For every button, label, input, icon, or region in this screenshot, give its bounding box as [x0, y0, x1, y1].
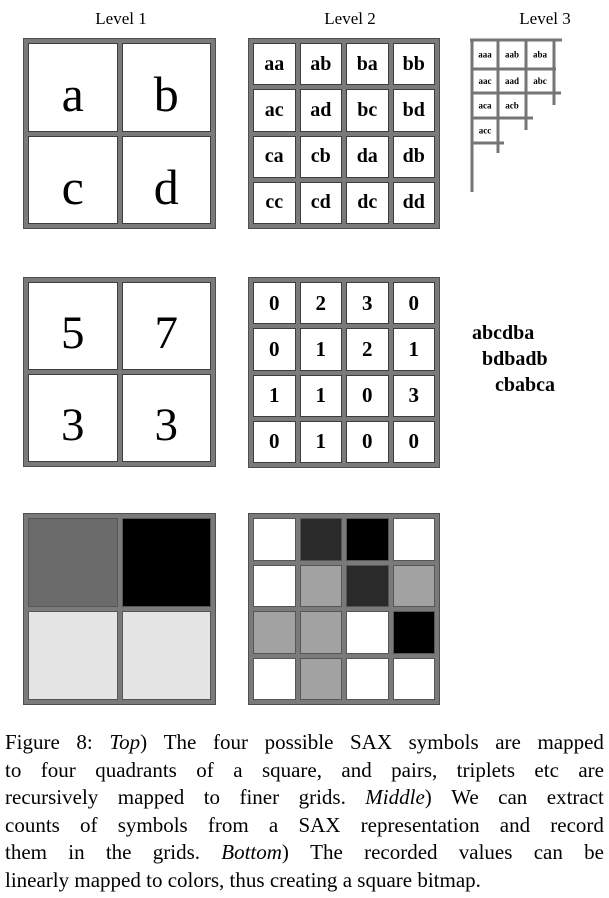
bitmap-cell: [253, 658, 296, 701]
cell-label: 2: [315, 290, 326, 315]
grid-cell: [393, 136, 436, 178]
grid-cell: [393, 89, 436, 131]
bitmap-cell: [346, 658, 389, 701]
caption-word: square,: [261, 757, 322, 782]
caption-word: can: [498, 785, 528, 809]
bitmap-4x4-grid: [248, 513, 440, 705]
bitmap-2x2-grid: [23, 513, 216, 705]
cell-label: 7: [154, 307, 178, 359]
cell-label: 0: [362, 429, 373, 454]
level2-title: Level 2: [324, 9, 376, 28]
grid-cell: [253, 421, 296, 463]
cell-label: acb: [505, 100, 519, 111]
cell-label: dd: [402, 191, 425, 214]
caption-word: Top): [109, 730, 148, 754]
caption-word: recursively: [5, 785, 99, 809]
bitmap-cell: [122, 518, 212, 607]
cell-label: 3: [362, 290, 373, 315]
bitmap-cell: [393, 658, 436, 701]
cell-label: abc: [533, 76, 547, 86]
caption-word: to: [5, 757, 22, 782]
caption-word: a: [268, 812, 279, 837]
caption-word: a: [233, 757, 243, 782]
cell-label: 5: [61, 307, 85, 359]
grid-cell: [122, 136, 212, 225]
caption-word: triplets: [456, 757, 515, 782]
cell-label: c: [61, 158, 84, 215]
cell-label: b: [153, 66, 179, 123]
bitmap-cell: [346, 565, 389, 608]
cell-label: 3: [154, 399, 178, 451]
grid-cell: [346, 282, 389, 324]
bitmap-cell: [253, 518, 296, 561]
cell-label: 1: [408, 336, 419, 361]
grid-cell: [300, 282, 343, 324]
caption-word: can: [533, 840, 563, 864]
caption-word: SAX: [350, 730, 393, 754]
bitmap-cell: [253, 565, 296, 608]
caption-word: to: [203, 785, 221, 809]
grid-cell: [393, 421, 436, 463]
figure-caption: [5, 729, 604, 894]
grid-cell: [346, 43, 389, 85]
cell-label: ac: [264, 98, 284, 121]
grid-cell: [28, 282, 118, 370]
cell-label: dc: [357, 191, 378, 214]
grid-cell: [28, 43, 118, 132]
grid-cell: [300, 421, 343, 463]
level1-symbol-grid: [23, 38, 216, 229]
caption-word: thus: [229, 867, 265, 892]
cell-label: aba: [532, 49, 548, 60]
caption-word: Bottom): [221, 840, 289, 864]
cell-label: aa: [264, 52, 285, 75]
caption-word: We: [451, 785, 479, 809]
caption-word: mapped: [117, 785, 185, 809]
cell-label: 1: [269, 383, 280, 408]
caption-word: and: [341, 757, 372, 782]
caption-word: etc: [534, 757, 559, 782]
grid-cell: [28, 136, 118, 225]
grid-cell: [393, 282, 436, 324]
bitmap-cell: [393, 518, 436, 561]
caption-word: be: [584, 840, 604, 864]
caption-word: four: [212, 730, 248, 754]
grid-cell: [253, 375, 296, 417]
cell-label: aca: [478, 100, 492, 111]
grid-cell: [253, 282, 296, 324]
caption-word: record: [550, 812, 604, 837]
caption-word: counts: [5, 812, 60, 837]
cell-label: aaa: [478, 49, 492, 60]
caption-word: 8:: [76, 730, 93, 754]
caption-line: [5, 839, 604, 867]
caption-word: recorded: [364, 840, 438, 864]
caption-word: pairs,: [391, 757, 438, 782]
caption-word: square: [357, 867, 413, 892]
caption-word: mapped: [537, 730, 604, 754]
caption-word: extract: [546, 785, 604, 809]
caption-word: of: [80, 812, 98, 837]
caption-line: [5, 784, 604, 812]
caption-word: of: [196, 757, 214, 782]
cell-label: cb: [310, 145, 331, 168]
cell-label: aad: [504, 76, 520, 86]
cell-label: 1: [315, 429, 326, 454]
caption-line: [5, 729, 604, 757]
caption-word: linearly: [5, 867, 70, 892]
grid-cell: [253, 89, 296, 131]
grid-cell: [300, 136, 343, 178]
cell-label: 3: [61, 399, 85, 451]
grid-cell: [346, 421, 389, 463]
sax-string: cbabca: [495, 374, 555, 396]
grid-cell: [346, 89, 389, 131]
cell-label: ab: [310, 52, 332, 75]
cell-label: ba: [356, 52, 378, 75]
bitmap-cell: [122, 611, 212, 700]
caption-word: colors,: [167, 867, 225, 892]
caption-word: to: [146, 867, 163, 892]
grid-cell: [122, 43, 212, 132]
grid-cell: [300, 375, 343, 417]
cell-label: bd: [402, 98, 425, 121]
bitmap-cell: [393, 565, 436, 608]
caption-word: them: [5, 840, 47, 864]
sax-string: abcdba: [472, 322, 535, 344]
caption-word: mapped: [74, 867, 141, 892]
level3-title: Level 3: [519, 9, 571, 28]
bitmap-cell: [300, 565, 343, 608]
grid-cell: [253, 136, 296, 178]
bitmap-cell: [300, 611, 343, 654]
grid-cell: [253, 43, 296, 85]
cell-label: 0: [269, 290, 280, 315]
bitmap-cell: [300, 658, 343, 701]
grid-cell: [393, 43, 436, 85]
counts-4x4-grid: [248, 277, 440, 468]
level1-title: Level 1: [95, 9, 147, 28]
grid-cell: [393, 375, 436, 417]
cell-label: ca: [264, 145, 284, 168]
caption-word: symbols: [408, 730, 479, 754]
bitmap-cell: [300, 518, 343, 561]
level3-symbol-grid: [465, 35, 577, 197]
cell-label: 2: [362, 336, 373, 361]
cell-label: 1: [315, 383, 326, 408]
grid-cell: [253, 328, 296, 370]
grid-cell: [346, 182, 389, 224]
grid-cell: [300, 43, 343, 85]
caption-word: in: [68, 840, 85, 864]
caption-word: The: [163, 730, 197, 754]
cell-label: aac: [478, 76, 492, 86]
cell-label: cc: [265, 191, 284, 214]
caption-word: Figure: [5, 730, 60, 754]
caption-word: possible: [264, 730, 334, 754]
caption-word: are: [578, 757, 604, 782]
cell-label: db: [402, 145, 425, 168]
sax-string: bdbadb: [482, 348, 548, 370]
caption-word: Middle): [365, 785, 432, 809]
cell-label: 1: [315, 336, 326, 361]
bitmap-cell: [346, 611, 389, 654]
grid-cell: [122, 282, 212, 370]
caption-word: are: [495, 730, 521, 754]
cell-label: 0: [269, 429, 280, 454]
cell-label: 0: [408, 290, 419, 315]
cell-label: 3: [408, 383, 419, 408]
caption-word: values: [458, 840, 513, 864]
grid-cell: [393, 182, 436, 224]
caption-word: The: [310, 840, 343, 864]
cell-label: cd: [310, 191, 331, 214]
grid-cell: [393, 328, 436, 370]
caption-word: creating: [269, 867, 338, 892]
caption-word: representation: [360, 812, 480, 837]
caption-word: from: [207, 812, 249, 837]
caption-word: finer: [239, 785, 280, 809]
cell-label: ad: [310, 98, 332, 121]
grid-cell: [346, 136, 389, 178]
cell-label: aab: [504, 49, 520, 60]
caption-word: the: [105, 840, 132, 864]
grid-cell: [300, 328, 343, 370]
grid-cell: [300, 182, 343, 224]
caption-word: grids.: [298, 785, 346, 809]
grid-cell: [28, 374, 118, 462]
caption-word: SAX: [298, 812, 341, 837]
caption-word: symbols: [117, 812, 188, 837]
counts-2x2-grid: [23, 277, 216, 467]
cell-label: bb: [402, 52, 425, 75]
grid-cell: [346, 328, 389, 370]
caption-word: and: [499, 812, 531, 837]
grid-cell: [122, 374, 212, 462]
cell-label: da: [356, 145, 378, 168]
cell-label: a: [61, 66, 84, 123]
grid-cell: [346, 375, 389, 417]
bitmap-cell: [346, 518, 389, 561]
caption-line: [5, 757, 604, 785]
cell-label: d: [153, 158, 179, 215]
caption-word: a: [342, 867, 353, 892]
sax-strings: [460, 320, 555, 398]
cell-label: 0: [408, 429, 419, 454]
caption-word: four: [40, 757, 76, 782]
caption-line: [5, 867, 604, 895]
cell-label: bc: [357, 98, 378, 121]
cell-label: 0: [362, 383, 373, 408]
bitmap-cell: [28, 611, 118, 700]
caption-line: [5, 812, 604, 840]
level2-symbol-grid: [248, 38, 440, 229]
caption-word: grids.: [152, 840, 200, 864]
bitmap-cell: [393, 611, 436, 654]
grid-cell: [300, 89, 343, 131]
cell-label: acc: [478, 125, 492, 136]
cell-label: 0: [269, 336, 280, 361]
bitmap-cell: [253, 611, 296, 654]
caption-word: quadrants: [95, 757, 177, 782]
bitmap-cell: [28, 518, 118, 607]
grid-cell: [253, 182, 296, 224]
caption-word: bitmap.: [417, 867, 481, 892]
